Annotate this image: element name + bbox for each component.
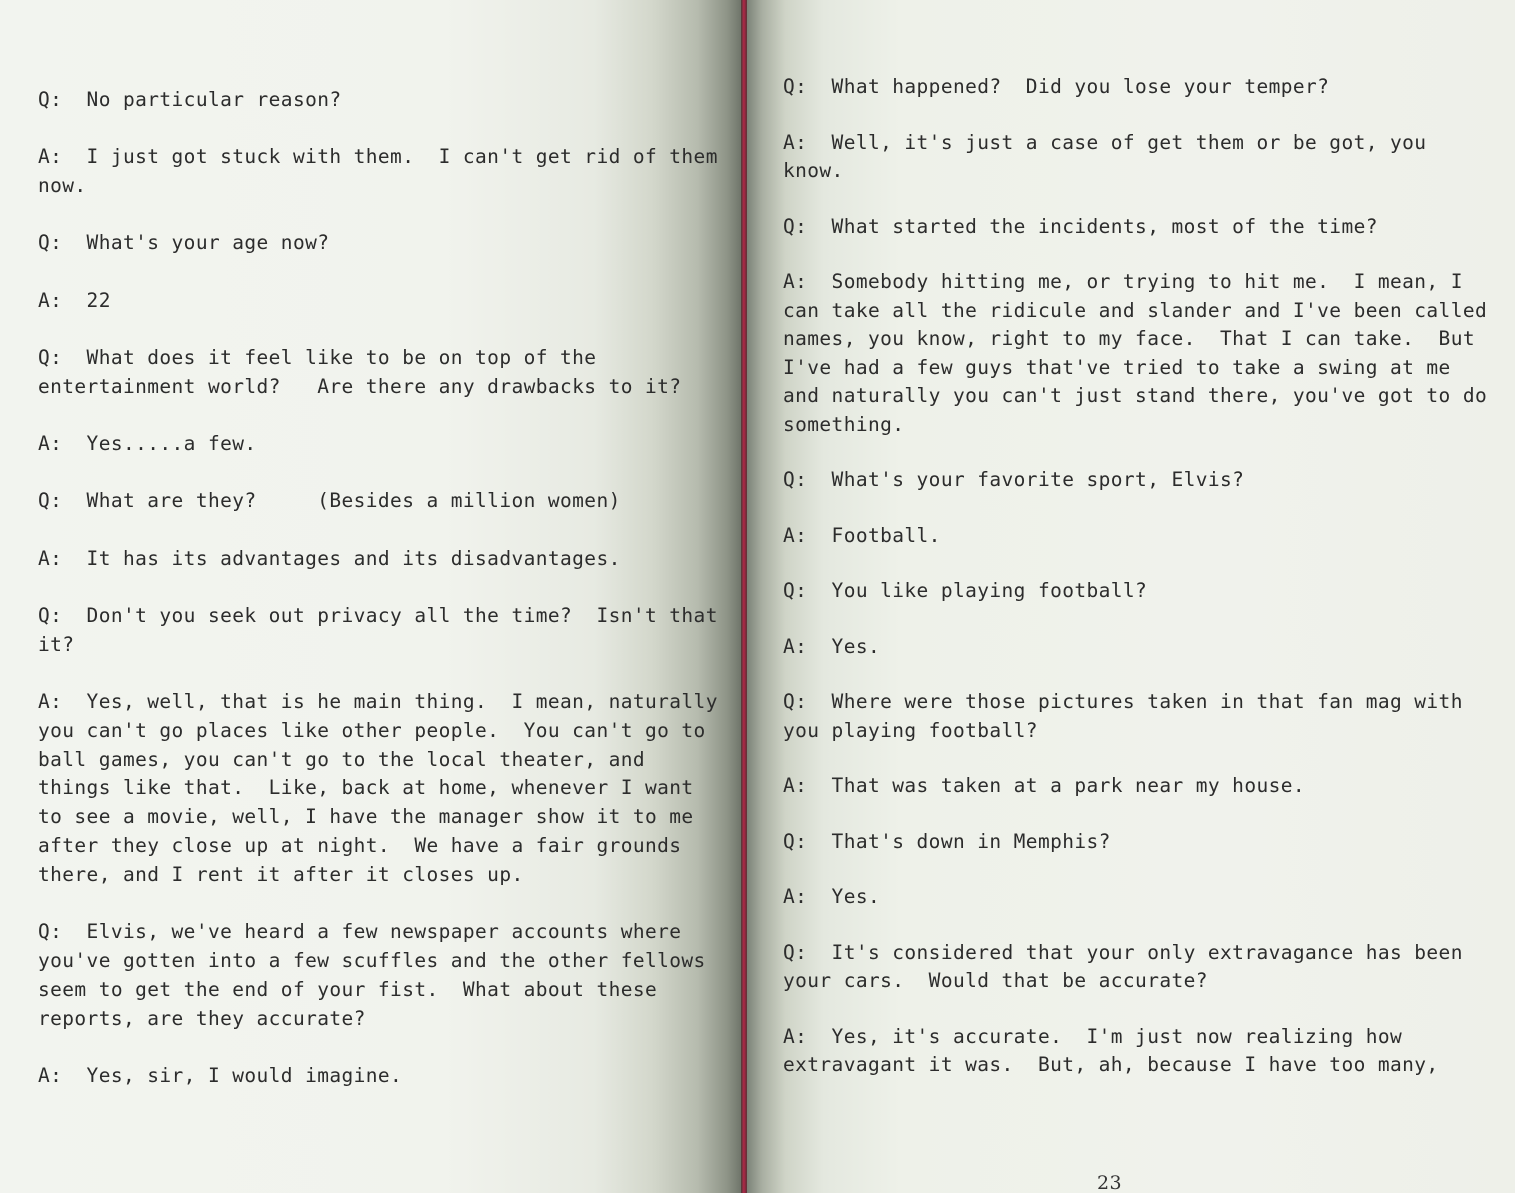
- left-page-text: [38, 86, 730, 1119]
- right-entry-a3: A: Football.: [783, 523, 941, 547]
- left-entry-q2: Q: What's your age now?: [38, 231, 330, 255]
- left-entry-q1: Q: No particular reason?: [38, 88, 342, 111]
- right-entry-q1: Q: What happened? Did you lose your temper?: [783, 75, 1330, 98]
- right-entry-a7: A: Yes, it's accurate. I'm just now realizing how extravagant it was. But, ah, because I have too many,: [783, 1024, 1439, 1076]
- right-page-text: [783, 73, 1500, 1107]
- right-entry-q4: Q: You like playing football?: [783, 579, 1148, 602]
- page-number: 23: [1097, 1172, 1122, 1193]
- left-entry-q6: Q: Elvis, we've heard a few newspaper accounts where you've gotten into a few scuffles and the other fellows seem to get the end of your fist. What about these reports, are they accurate?: [38, 920, 718, 1030]
- right-entry-a4: A: Yes.: [783, 634, 881, 658]
- right-entry-q2: Q: What started the incidents, most of the time?: [783, 214, 1378, 238]
- right-page: [747, 0, 1515, 1193]
- left-entry-a4: A: It has its advantages and its disadvantages.: [38, 546, 621, 570]
- left-entry-a2: A: 22: [38, 288, 111, 312]
- right-entry-a6: A: Yes.: [783, 885, 881, 908]
- left-page: [0, 0, 742, 1193]
- left-entry-q3: Q: What does it feel like to be on top of the entertainment world? Are there any drawbacks to it?: [38, 345, 682, 398]
- right-entry-q3: Q: What's your favorite sport, Elvis?: [783, 468, 1245, 491]
- right-entry-q7: Q: It's considered that your only extravagance has been your cars. Would that be accurate?: [783, 940, 1475, 992]
- left-entry-a3: A: Yes.....a few.: [38, 432, 257, 456]
- right-entry-a2: A: Somebody hitting me, or trying to hit me. I mean, I can take all the ridicule and slander and I've been called names, you know, right to my face. That I can take. But I've had a few guys that've tried to take a swing at me and naturally you can't just stand there, you've got to do something.: [783, 270, 1500, 436]
- right-entry-a5: A: That was taken at a park near my house.: [783, 774, 1306, 797]
- left-entry-q4: Q: What are they? (Besides a million women): [38, 489, 621, 513]
- left-entry-a6: A: Yes, sir, I would imagine.: [38, 1063, 403, 1087]
- right-entry-q5: Q: Where were those pictures taken in that fan mag with you playing football?: [783, 690, 1475, 742]
- left-entry-a5: A: Yes, well, that is he main thing. I mean, naturally you can't go places like other people. You can't go to ball games, you can't go to the local theater, and things like that. Like, back at home, whenever I want to see a movie, well, I have the manager show it to me after they close up at night. We have a fair grounds there, and I rent it after it closes up.: [38, 690, 730, 886]
- right-entry-a1: A: Well, it's just a case of get them or be got, you know.: [783, 130, 1439, 182]
- left-entry-q5: Q: Don't you seek out privacy all the time? Isn't that it?: [38, 603, 730, 656]
- right-entry-q6: Q: That's down in Memphis?: [783, 829, 1111, 853]
- left-entry-a1: A: I just got stuck with them. I can't get rid of them now.: [38, 145, 730, 198]
